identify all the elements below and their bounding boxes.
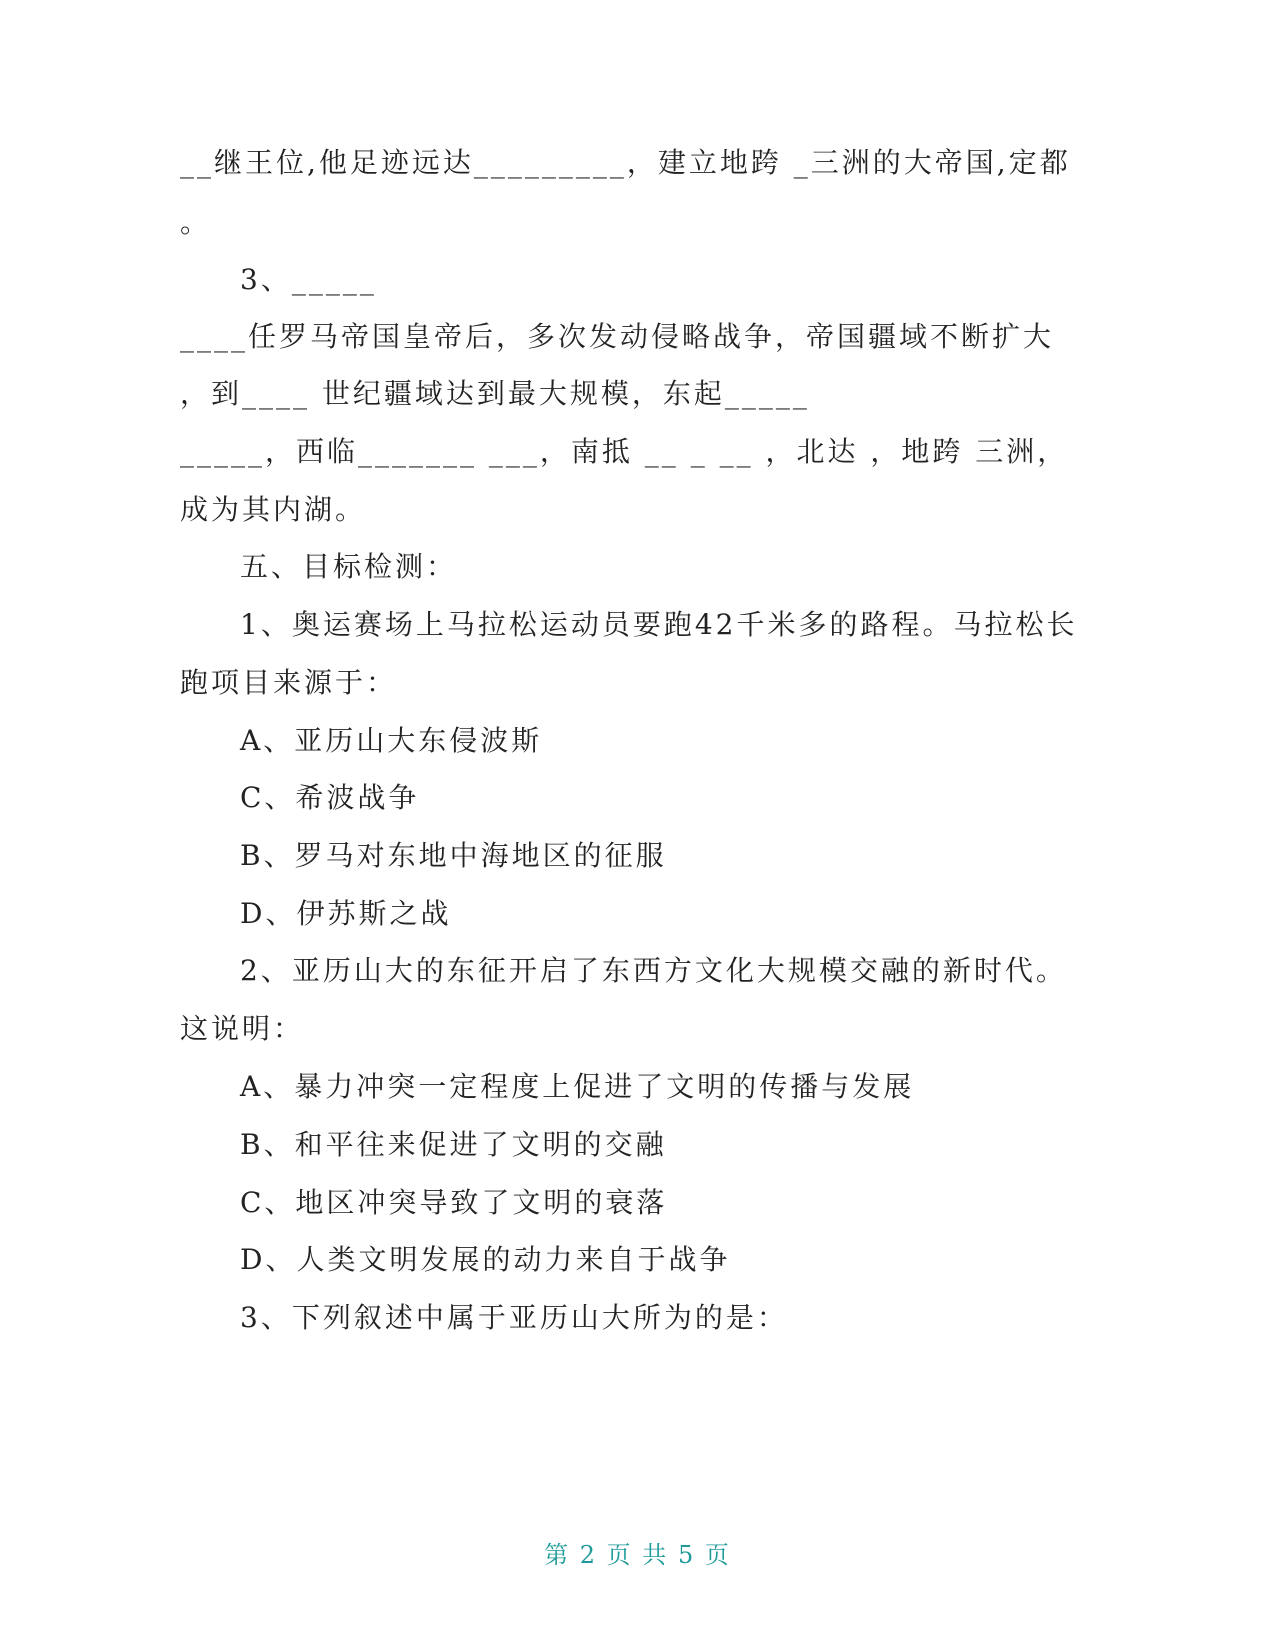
text-line: ____任罗马帝国皇帝后，多次发动侵略战争，帝国疆域不断扩大 (180, 320, 1055, 353)
question-text: 这说明： (180, 1012, 305, 1045)
option-d: D、伊苏斯之战 (240, 897, 452, 930)
option-a: A、暴力冲突一定程度上促进了文明的传播与发展 (240, 1070, 915, 1103)
question-text: 3、下列叙述中属于亚历山大所为的是： (240, 1301, 788, 1334)
section-heading: 五、目标检测： (240, 550, 458, 583)
option-a: A、亚历山大东侵波斯 (240, 724, 543, 757)
question-text: 2、亚历山大的东征开启了东西方文化大规模交融的新时代。 (240, 954, 1067, 987)
page-footer: 第 2 页 共 5 页 (544, 1541, 731, 1569)
option-d: D、人类文明发展的动力来自于战争 (240, 1243, 731, 1276)
text-line: 成为其内湖。 (180, 493, 367, 526)
option-b: B、和平往来促进了文明的交融 (240, 1128, 667, 1161)
text-line: ，到____ 世纪疆域达到最大规模，东起_____ (180, 377, 810, 410)
option-b: B、罗马对东地中海地区的征服 (240, 839, 667, 872)
option-c: C、地区冲突导致了文明的衰落 (240, 1186, 668, 1219)
text-line: 。 (180, 206, 212, 239)
option-c: C、希波战争 (240, 781, 420, 814)
question-text: 跑项目来源于： (180, 666, 398, 699)
question-number: 3、_____ (240, 263, 377, 296)
question-text: 1、奥运赛场上马拉松运动员要跑42千米多的路程。马拉松长 (240, 608, 1078, 641)
text-line: _____，西临_______ ___，南抵 __ _ __ ，北达 ，地跨 三洲， (180, 435, 1069, 468)
text-line: __继王位,他足迹远达_________，建立地跨 _三洲的大帝国,定都 (180, 146, 1071, 179)
